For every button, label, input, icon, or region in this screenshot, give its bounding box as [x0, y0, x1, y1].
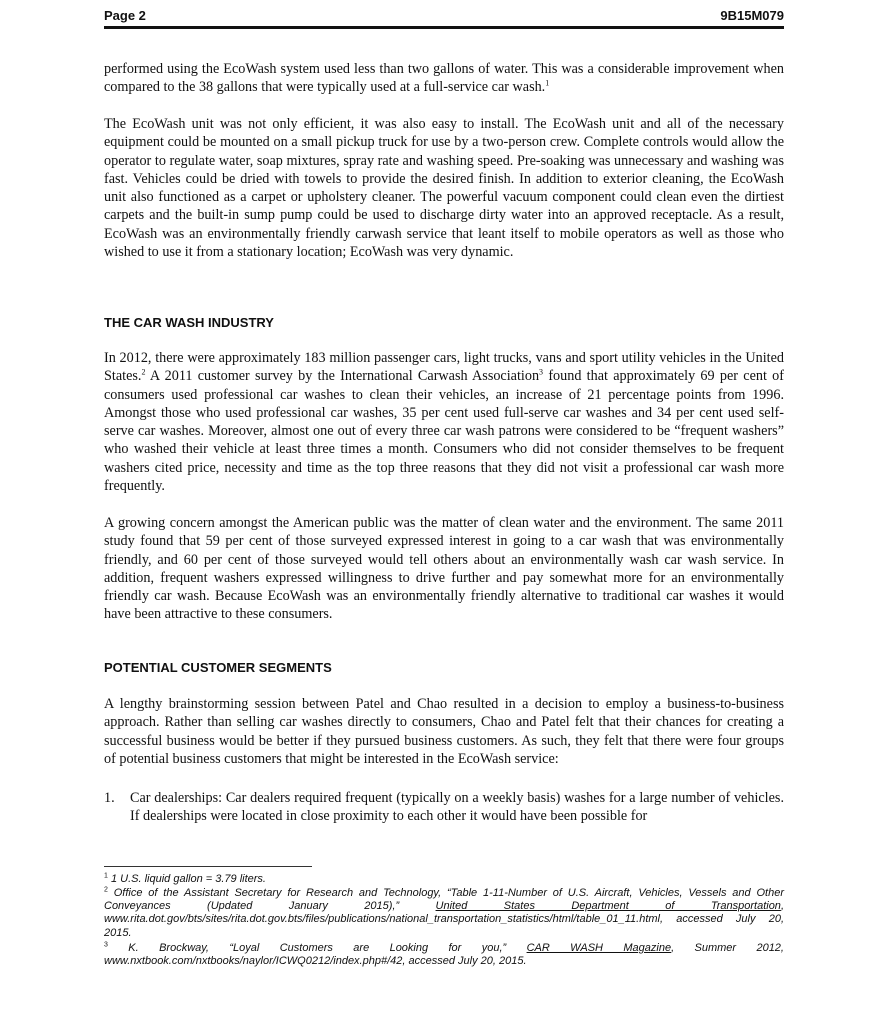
footnote-ref-2[interactable]: 2: [141, 367, 146, 377]
footnote-text: Office of the Assistant Secretary for Research and Technology, “Table 1-11-Number of U.S. Aircraft, Vehicles, Vessels and Other Conveyances (Updated January 2015),”: [104, 887, 784, 913]
footnote-ref-3[interactable]: 3: [539, 367, 544, 377]
footnote-source-link[interactable]: United States Department of Transportation: [435, 900, 781, 913]
paragraph-text: A 2011 customer survey by the International Carwash Association: [145, 368, 540, 385]
footnote-source-link[interactable]: CAR WASH Magazine: [526, 942, 672, 954]
paragraph-text: performed using the EcoWash system used less than two gallons of water. This was a considerable improvement when compared to the 38 gallons that were typically used at a full-service car wash.: [104, 61, 784, 96]
header-rule: [104, 26, 784, 29]
paragraph-clean-water: A growing concern amongst the American public was the matter of clean water and the environment. The same 2011 study found that 59 per cent of those surveyed expressed interest in going to a car wash that was environmentally friendly, and 60 per cent of those surveyed would tell others about an environmentally wash car wash service. In addition, frequent washers expressed willingness to drive further and pay somewhat more for an environmentally friendly car wash. Because EcoWash was an environmentally friendly alternative to traditional car washes it would have been attractive to these consumers.: [104, 515, 784, 623]
paragraph-industry: [104, 349, 784, 495]
paragraph-brainstorming: A lengthy brainstorming session between Patel and Chao resulted in a decision to employ a business-to-business approach. Rather than selling car washes directly to consumers, Chao and Patel felt that their chances for creating a successful business would be better if they pursued business customers. As such, they felt that there were four groups of potential business customers that might be interested in the EcoWash service:: [104, 696, 784, 767]
paragraph-text: In 2012, there were approximately 183 million passenger cars, light trucks, vans and sport utility vehicles in the United States.: [104, 350, 784, 385]
footnote-3: [104, 942, 784, 968]
footnote-mark: 1: [104, 872, 108, 880]
footnote-text: K. Brockway, “Loyal Customers are Looking for you,”: [107, 942, 527, 954]
heading-car-wash-industry: THE CAR WASH INDUSTRY: [104, 315, 274, 330]
case-id: 9B15M079: [720, 8, 784, 23]
list-item-text: Car dealerships: Car dealers required frequent (typically on a weekly basis) washes for a large number of vehicles. If dealerships were located in close proximity to each other it would have been possible for: [130, 790, 784, 825]
paragraph-ecowash-unit: The EcoWash unit was not only efficient, it was also easy to install. The EcoWash unit and all of the necessary equipment could be mounted on a small pickup truck for use by a two-person crew. Complete controls would allow the operator to regulate water, soap mixtures, spray rate and washing speed. Pre-soaking was unnecessary and washing was fast. Vehicles could be dried with towels to provide the desired finish. In addition to exterior cleaning, the EcoWash unit also functioned as a carpet or upholstery cleaner. The powerful vacuum component could clean even the dirtiest carpets and the built-in sump pump could be used to discharge dirty water into an approved receptacle. As a result, EcoWash was an environmentally friendly carwash service that leant itself to mobile operators as well as those who wished to use it from a stationary location; EcoWash was very dynamic.: [104, 116, 784, 261]
page-number: Page 2: [104, 8, 146, 23]
footnote-text: , Summer 2012, www.nxtbook.com/nxtbooks/naylor/ICWQ0212/index.php#/42, accessed July 20, 2015.: [104, 942, 784, 968]
footnote-mark: 3: [104, 941, 108, 949]
footnote-divider: [104, 866, 312, 867]
list-number: 1.: [104, 790, 115, 806]
footnote-2: [104, 887, 784, 940]
page-header: [104, 8, 784, 28]
footnote-mark: 2: [104, 886, 108, 894]
footnote-text: , www.rita.dot.gov/bts/sites/rita.dot.gov.bts/files/publications/national_transportation_statistics/html/table_01_11.html, accessed July 20, 2015.: [104, 900, 784, 939]
heading-customer-segments: POTENTIAL CUSTOMER SEGMENTS: [104, 660, 332, 675]
paragraph-water-usage: [104, 60, 784, 97]
footnote-ref-1[interactable]: 1: [545, 78, 550, 88]
list-item: [104, 789, 784, 826]
footnote-text: 1 U.S. liquid gallon = 3.79 liters.: [110, 873, 266, 885]
paragraph-text: found that approximately 69 per cent of consumers used professional car washes to clean their vehicles, an increase of 21 percentage points from 1996. Amongst those who used professional car washes, 35 per cent used full-serve car washes and 34 per cent used self-serve car washes. Moreover, almost one out of every three car wash patrons were considered to be “frequent washers” who washed their vehicle at least three times a month. Consumers who did not consider themselves to be frequent washers cited price, necessity and time as the top three reasons that they did not visit a professional car wash more frequently.: [104, 368, 784, 495]
footnote-1: [104, 873, 784, 886]
